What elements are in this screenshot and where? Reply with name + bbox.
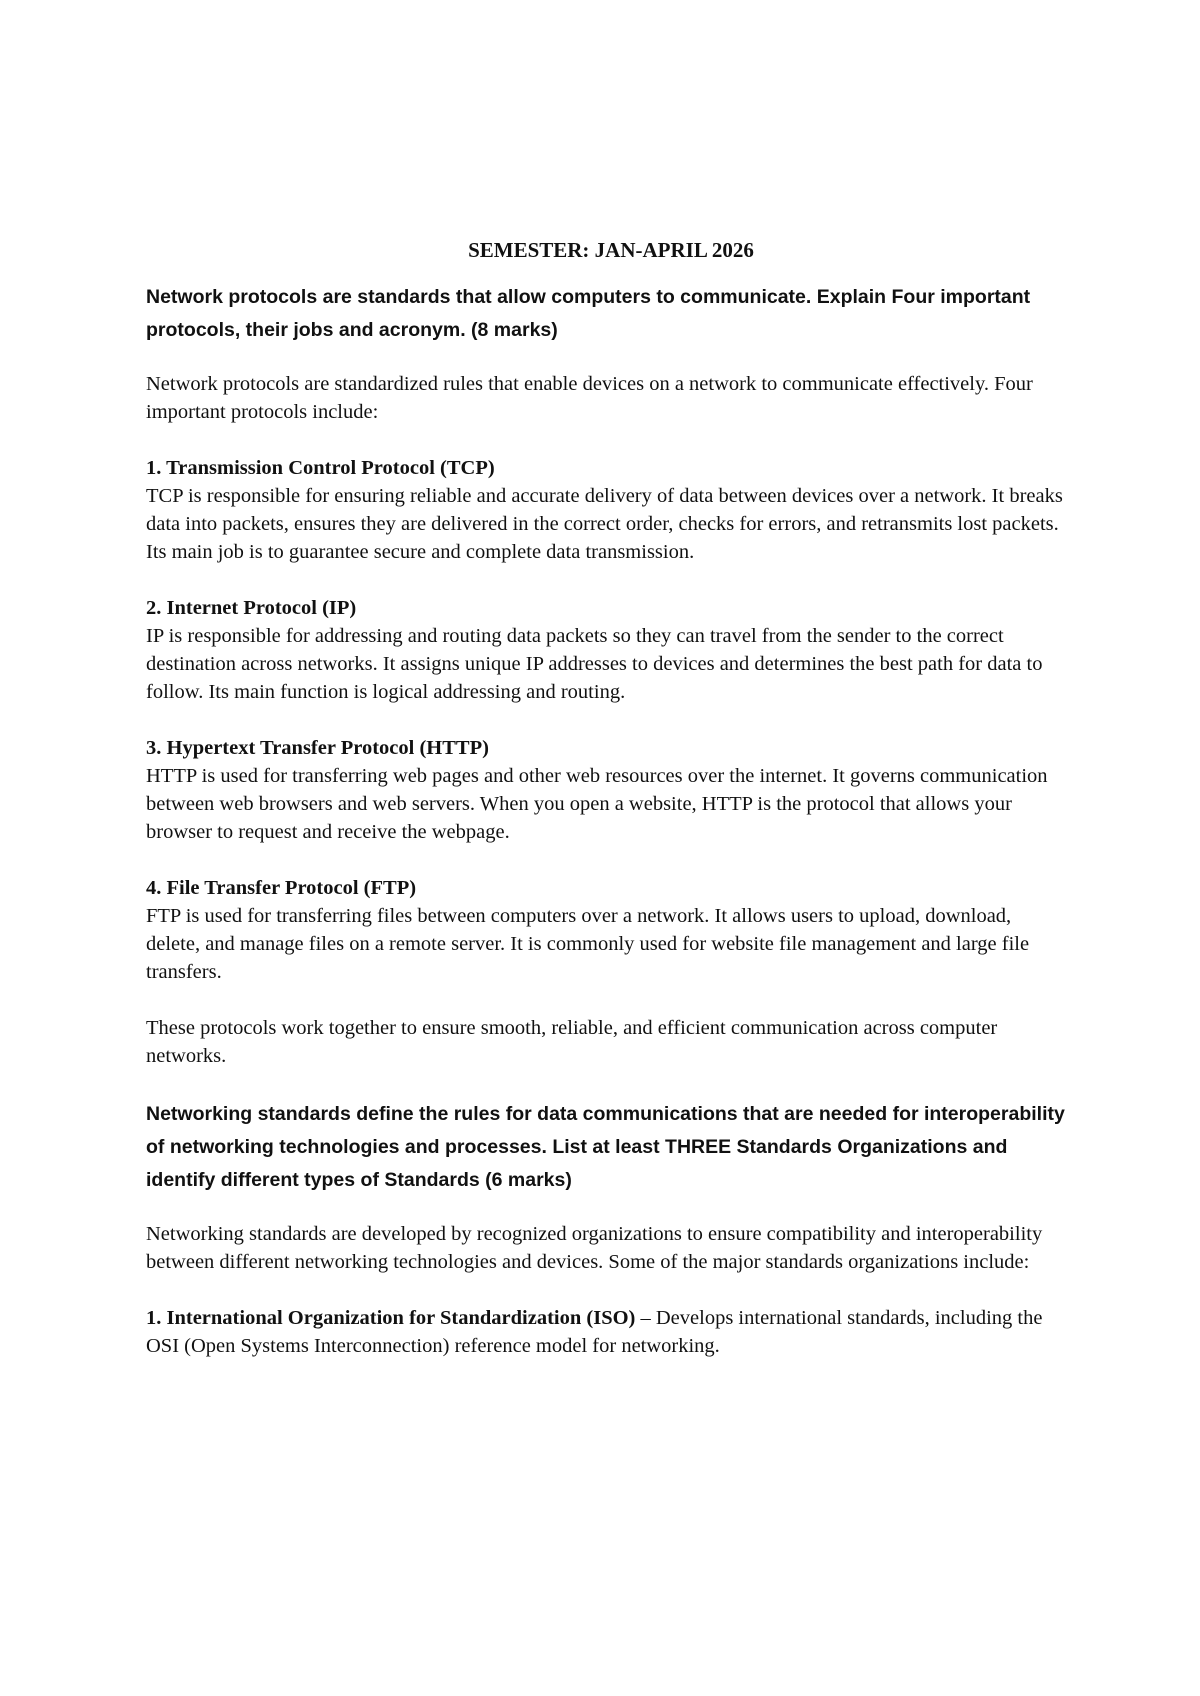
protocol-heading: 3. Hypertext Transfer Protocol (HTTP) [146,737,489,759]
semester-heading: SEMESTER: JAN-APRIL 2026 [468,238,754,262]
question-2: Networking standards define the rules for data communications that are needed for interoperability of networking technologies and processes. List at least THREE Standards Organizations and identify different types of Standards (6 marks) [146,1103,1065,1191]
q1-conclusion: These protocols work together to ensure smooth, reliable, and efficient communication across computer networks. [146,1017,998,1067]
organization-heading: 1. International Organization for Standardization (ISO) [146,1307,636,1329]
organization-body: – Develops international standards, including the OSI (Open Systems Interconnection) reference model for networking. [146,1307,1043,1357]
protocol-ftp [146,874,1066,986]
q1-intro: Network protocols are standardized rules that enable devices on a network to communicate effectively. Four important protocols include: [146,373,1033,423]
protocol-heading: 4. File Transfer Protocol (FTP) [146,877,417,899]
protocol-body: FTP is used for transferring files between computers over a network. It allows users to upload, download, delete, and manage files on a remote server. It is commonly used for website file management and large file transfers. [146,905,1030,983]
protocol-http [146,734,1066,846]
protocol-ip [146,594,1066,706]
protocol-heading: 2. Internet Protocol (IP) [146,597,357,619]
protocol-tcp [146,454,1066,566]
protocol-body: IP is responsible for addressing and routing data packets so they can travel from the sender to the correct destination across networks. It assigns unique IP addresses to devices and determines the best path for data to follow. Its main function is logical addressing and routing. [146,625,1043,703]
q2-intro: Networking standards are developed by recognized organizations to ensure compatibility and interoperability between different networking technologies and devices. Some of the major standards organizations include: [146,1223,1043,1273]
protocol-body: TCP is responsible for ensuring reliable and accurate delivery of data between devices over a network. It breaks data into packets, ensures they are delivered in the correct order, checks for errors, and retransmits lost packets. Its main job is to guarantee secure and complete data transmission. [146,485,1063,563]
organization-iso [146,1304,1066,1360]
question-1: Network protocols are standards that allow computers to communicate. Explain Four important protocols, their jobs and acronym. (8 marks) [146,286,1031,341]
protocol-heading: 1. Transmission Control Protocol (TCP) [146,457,495,479]
protocol-body: HTTP is used for transferring web pages and other web resources over the internet. It governs communication between web browsers and web servers. When you open a website, HTTP is the protocol that allows your browser to request and receive the webpage. [146,765,1048,843]
document-page [146,238,1066,1388]
